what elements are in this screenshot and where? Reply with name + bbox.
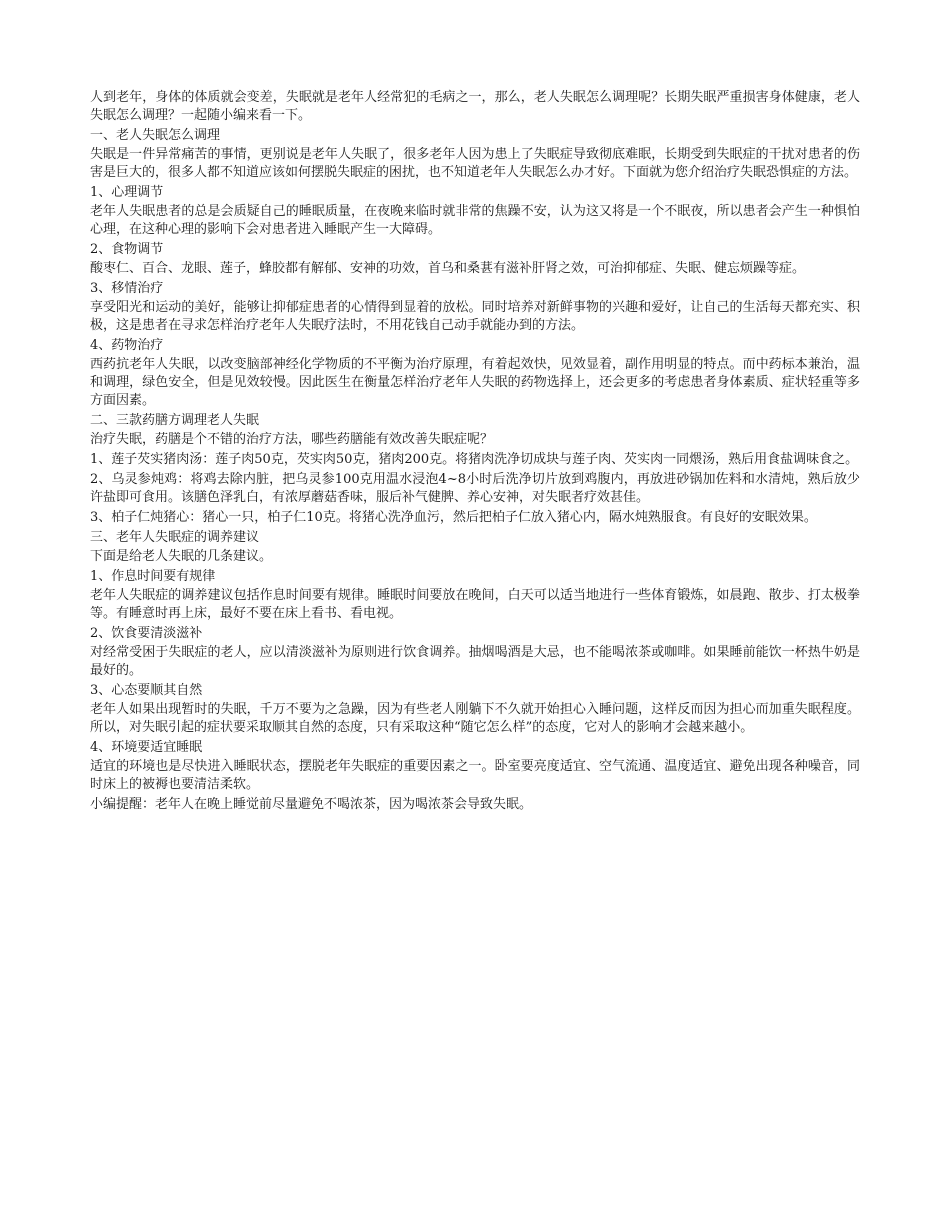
section-3-item-4-text: 适宜的环境也是尽快进入睡眠状态，摆脱老年失眠症的重要因素之一。卧室要亮度适宜、空气流通、温度适宜、避免出现各种噪音，同时床上的被褥也要清洁柔软。 [90,759,860,792]
section-3-item-1-heading: 1、作息时间要有规律 [90,569,216,584]
section-3-item-4-heading: 4、环境要适宜睡眠 [90,740,203,755]
article-body [90,89,860,816]
recipe-3: 3、柏子仁炖猪心：猪心一只，柏子仁10克。将猪心洗净血污，然后把柏子仁放入猪心内，隔水炖熟服食。有良好的安眠效果。 [90,510,817,525]
section-1-heading: 一、老人失眠怎么调理 [90,128,221,143]
section-3-intro: 下面是给老人失眠的几条建议。 [90,549,273,564]
section-2-heading: 二、三款药膳方调理老人失眠 [90,413,260,428]
editor-reminder: 小编提醒：老年人在晚上睡觉前尽量避免不喝浓茶，因为喝浓茶会导致失眠。 [90,797,533,812]
section-2-intro: 治疗失眠，药膳是个不错的治疗方法，哪些药膳能有效改善失眠症呢？ [90,432,494,447]
section-1-item-3-text: 享受阳光和运动的美好，能够让抑郁症患者的心情得到显着的放松。同时培养对新鲜事物的兴趣和爱好，让自己的生活每天都充实、积极，这是患者在寻求怎样治疗老年人失眠疗法时，不用花钱自己动手就能办到的方法。 [90,300,860,333]
section-1-item-4-heading: 4、药物治疗 [90,338,164,353]
section-3-item-1-text: 老年人失眠症的调养建议包括作息时间要有规律。睡眠时间要放在晚间，白天可以适当地进行一些体育锻炼，如晨跑、散步、打太极拳等。有睡意时再上床，最好不要在床上看书、看电视。 [90,588,860,621]
section-1-item-3-heading: 3、移情治疗 [90,281,164,296]
section-3-item-2-text: 对经常受困于失眠症的老人，应以清淡滋补为原则进行饮食调养。抽烟喝酒是大忌，也不能喝浓茶或咖啡。如果睡前能饮一杯热牛奶是最好的。 [90,645,860,678]
recipe-2: 2、乌灵参炖鸡：将鸡去除内脏，把乌灵参100克用温水浸泡4~8小时后洗净切片放到鸡腹内，再放进砂锅加佐料和水清炖，熟后放少许盐即可食用。该膳色泽乳白，有浓厚蘑菇香味，服后补气健脾、养心安神，对失眠者疗效甚佳。 [90,472,860,505]
section-1-item-4-text: 西药抗老年人失眠，以改变脑部神经化学物质的不平衡为治疗原理，有着起效快，见效显着，副作用明显的特点。而中药标本兼治，温和调理，绿色安全，但是见效较慢。因此医生在衡量怎样治疗老年人失眠的药物选择上，还会更多的考虑患者身体素质、症状轻重等多方面因素。 [90,357,860,408]
intro-paragraph: 人到老年，身体的体质就会变差，失眠就是老年人经常犯的毛病之一，那么，老人失眠怎么调理呢？长期失眠严重损害身体健康，老人失眠怎么调理？一起随小编来看一下。 [90,90,860,123]
section-1-item-1-heading: 1、心理调节 [90,185,164,200]
section-3-heading: 三、老年人失眠症的调养建议 [90,530,260,545]
section-3-item-3-text: 老年人如果出现暂时的失眠，千万不要为之急躁，因为有些老人刚躺下不久就开始担心入睡问题，这样反而因为担心而加重失眠程度。所以，对失眠引起的症状要采取顺其自然的态度，只有采取这种“随它怎么样”的态度，它对人的影响才会越来越小。 [90,702,860,735]
section-1-item-1-text: 老年人失眠患者的总是会质疑自己的睡眠质量，在夜晚来临时就非常的焦躁不安，认为这又将是一个不眠夜，所以患者会产生一种惧怕心理，在这种心理的影响下会对患者进入睡眠产生一大障碍。 [90,204,860,237]
section-1-item-2-heading: 2、食物调节 [90,242,164,257]
recipe-1: 1、莲子芡实猪肉汤：莲子肉50克，芡实肉50克，猪肉200克。将猪肉洗净切成块与莲子肉、芡实肉一同煨汤，熟后用食盐调味食之。 [90,452,859,467]
section-3-item-3-heading: 3、心态要顺其自然 [90,683,203,698]
section-1-intro: 失眠是一件异常痛苦的事情，更别说是老年人失眠了，很多老年人因为患上了失眠症导致彻底难眠，长期受到失眠症的干扰对患者的伤害是巨大的，很多人都不知道应该如何摆脱失眠症的困扰，也不知道老年人失眠怎么办才好。下面就为您介绍治疗失眠恐惧症的方法。 [90,147,860,180]
section-3-item-2-heading: 2、饮食要清淡滋补 [90,626,203,641]
section-1-item-2-text: 酸枣仁、百合、龙眼、莲子，蜂胶都有解郁、安神的功效，首乌和桑葚有滋补肝肾之效，可治抑郁症、失眠、健忘烦躁等症。 [90,261,806,276]
